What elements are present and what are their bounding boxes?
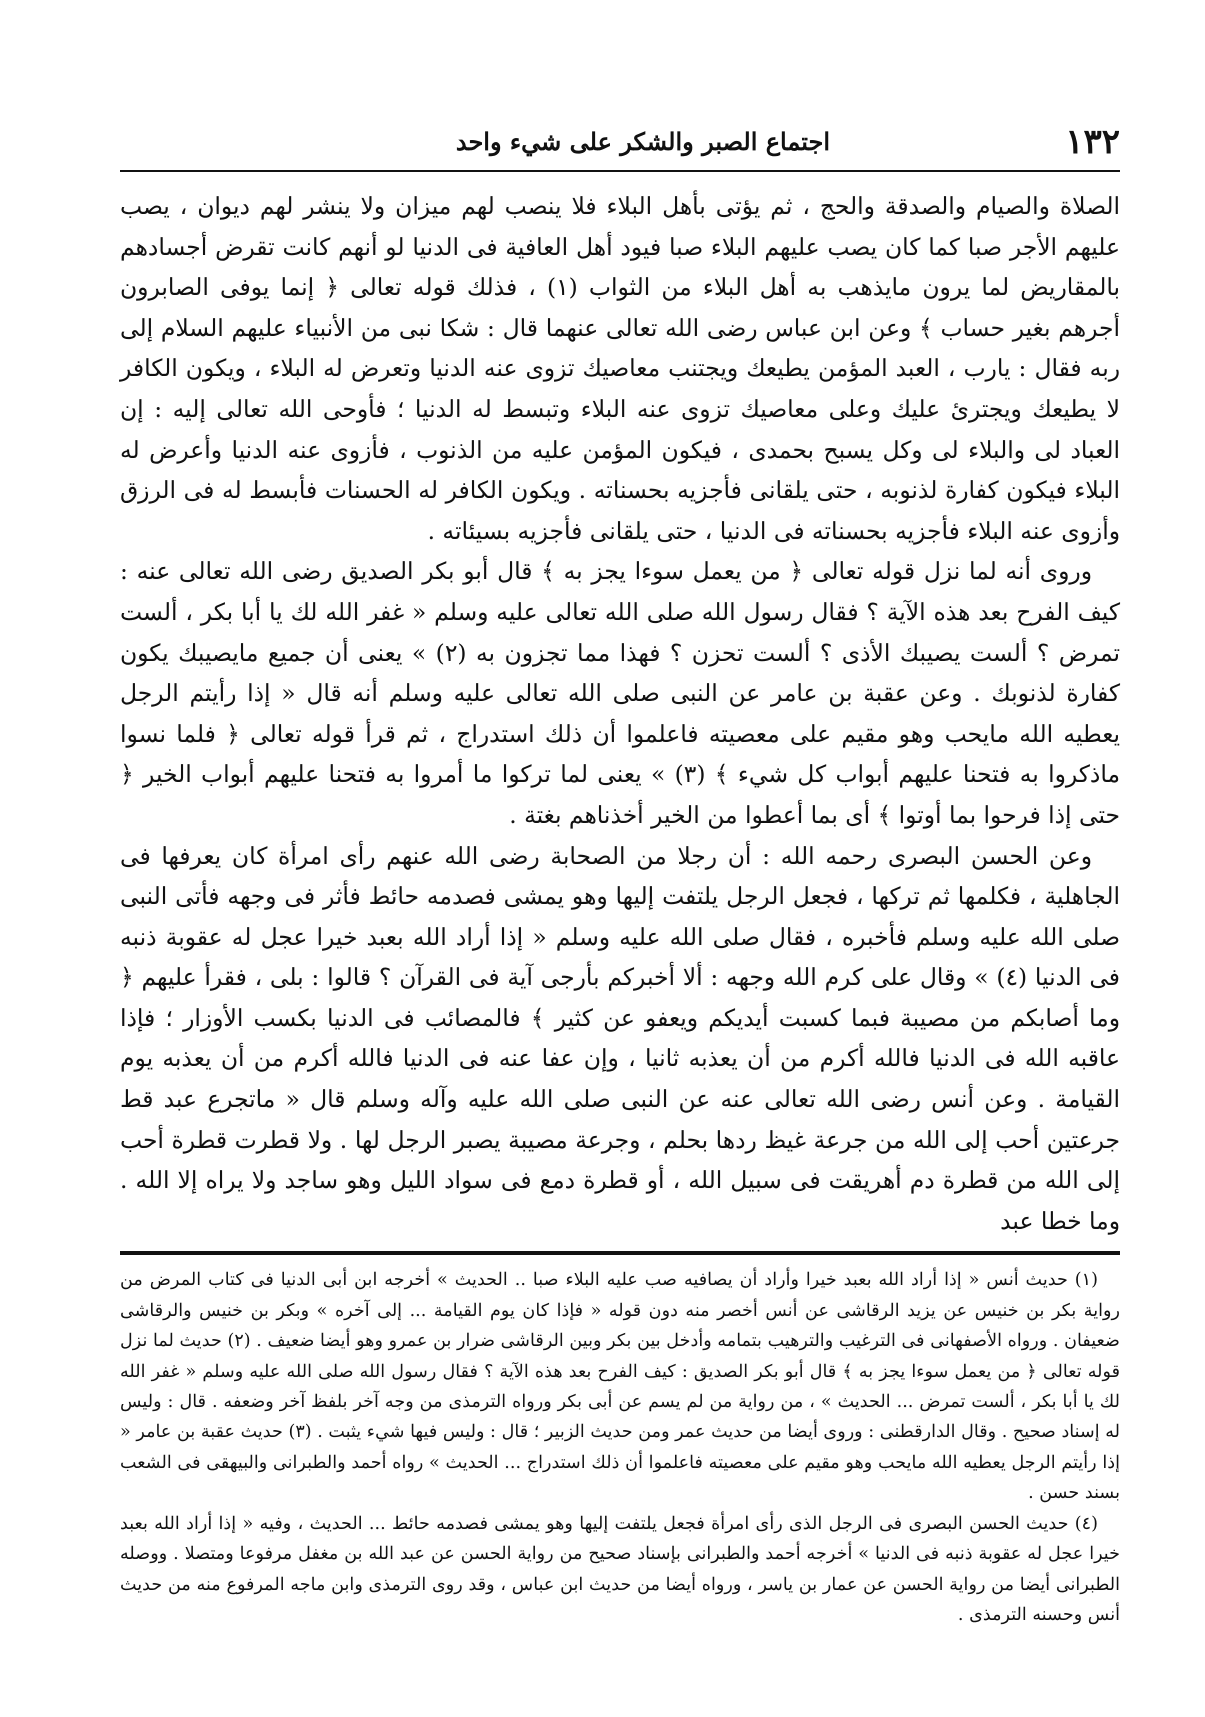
paragraph: وعن الحسن البصرى رحمه الله : أن رجلا من الصحابة رضى الله عنهم رأى امرأة كان يعرفها فى الجاهلية ، فكلمها ثم تركها ، فجعل الرجل يلتفت إليها وهو يمشى فصدمه حائط فأثر فى وجهه فأتى النبى صلى الله عليه وسلم فأخبره ، فقال صلى الله عليه وسلم « إذا أراد الله بعبد خيرا عجل له عقوبة ذنبه فى الدنيا (٤) » وقال على كرم الله وجهه : ألا أخبركم بأرجى آية فى القرآن ؟ قالوا : بلى ، فقرأ عليهم ﴿ وما أصابكم من مصيبة فبما كسبت أيديكم ويعفو عن كثير ﴾ فالمصائب فى الدنيا بكسب الأوزار ؛ فإذا عاقبه الله فى الدنيا فالله أكرم من أن يعذبه ثانيا ، وإن عفا عنه فى الدنيا فالله أكرم من أن يعذبه يوم القيامة . وعن أنس رضى الله تعالى عنه عن النبى صلى الله عليه وآله وسلم قال « ماتجرع عبد قط جرعتين أحب إلى الله من جرعة غيظ ردها بحلم ، وجرعة مصيبة يصبر الرجل لها . ولا قطرت قطرة أحب إلى الله من قطرة دم أهريقت فى سبيل الله ، أو قطرة دمع فى سواد الليل وهو ساجد ولا يراه إلا الله . وما خطا عبد — [120, 841, 1120, 1235]
footnote-separator — [120, 1251, 1120, 1255]
main-text — [120, 186, 1120, 1241]
paragraph: الصلاة والصيام والصدقة والحج ، ثم يؤتى بأهل البلاء فلا ينصب لهم ميزان ولا ينشر لهم ديوان ، يصب عليهم الأجر صبا كما كان يصب عليهم البلاء صبا فيود أهل العافية فى الدنيا لو أنهم كانت تقرض أجسادهم بالمقاريض لما يرون مايذهب به أهل البلاء من الثواب (١) ، فذلك قوله تعالى ﴿ إنما يوفى الصابرون أجرهم بغير حساب ﴾ وعن ابن عباس رضى الله تعالى عنهما قال : شكا نبى من الأنبياء عليهم السلام إلى ربه فقال : يارب ، العبد المؤمن يطيعك ويجتنب معاصيك تزوى عنه الدنيا وتعرض له البلاء ، ويكون الكافر لا يطيعك ويجترئ عليك وعلى معاصيك تزوى عنه البلاء وتبسط له الدنيا ؛ فأوحى الله تعالى إليه : إن العباد لى والبلاء لى وكل يسبح بحمدى ، فيكون المؤمن عليه من الذنوب ، فأزوى عنه الدنيا وأعرض له البلاء فيكون كفارة لذنوبه ، حتى يلقانى فأجزيه بحسناته . ويكون الكافر له الحسنات فأبسط له فى الرزق وأزوى عنه البلاء فأجزيه بحسناته فى الدنيا ، حتى يلقانى فأجزيه بسيئاته . — [120, 192, 1120, 545]
footnote: (٤) حديث الحسن البصرى فى الرجل الذى رأى امرأة فجعل يلتفت إليها وهو يمشى فصدمه حائط ... الحديث ، وفيه « إذا أراد الله بعبد خيرا عجل له عقوبة ذنبه فى الدنيا » أخرجه أحمد والطبرانى بإسناد صحيح من رواية الحسن عن عبد الله بن مغفل مرفوعا ومتصلا . ووصله الطبرانى أيضا من رواية الحسن عن عمار بن ياسر ، ورواه أيضا من حديث ابن عباس ، وقد روى الترمذى وابن ماجه المرفوع منه من حديث أنس وحسنه الترمذى . — [120, 1513, 1120, 1625]
page-header — [120, 118, 1120, 172]
paragraph: وروى أنه لما نزل قوله تعالى ﴿ من يعمل سوءا يجز به ﴾ قال أبو بكر الصديق رضى الله تعالى عنه : كيف الفرح بعد هذه الآية ؟ فقال رسول الله صلى الله تعالى عليه وسلم « غفر الله لك يا أبا بكر ، ألست تمرض ؟ ألست يصيبك الأذى ؟ ألست تحزن ؟ فهذا مما تجزون به (٢) » يعنى أن جميع مايصيبك يكون كفارة لذنوبك . وعن عقبة بن عامر عن النبى صلى الله تعالى عليه وسلم أنه قال « إذا رأيتم الرجل يعطيه الله مايحب وهو مقيم على معصيته فاعلموا أن ذلك استدراج ، ثم قرأ قوله تعالى ﴿ فلما نسوا ماذكروا به فتحنا عليهم أبواب كل شيء ﴾ (٣) » يعنى لما تركوا ما أمروا به فتحنا عليهم أبواب الخير ﴿ حتى إذا فرحوا بما أوتوا ﴾ أى بما أعطوا من الخير أخذناهم بغتة . — [120, 557, 1120, 829]
footnote: (١) حديث أنس « إذا أراد الله بعبد خيرا وأراد أن يصافيه صب عليه البلاء صبا .. الحديث » أخرجه ابن أبى الدنيا فى كتاب المرض من رواية بكر بن خنيس عن يزيد الرقاشى عن أنس أخصر منه دون قوله « فإذا كان يوم القيامة ... إلى آخره » وبكر بن خنيس والرقاشى ضعيفان . ورواه الأصفهانى فى الترغيب والترهيب بتمامه وأدخل بين بكر وبين الرقاشى ضرار بن عمرو وهو أيضا ضعيف . (٢) حديث لما نزل قوله تعالى ﴿ من يعمل سوءا يجز به ﴾ قال أبو بكر الصديق : كيف الفرح بعد هذه الآية ؟ فقال رسول الله صلى الله عليه وسلم « غفر الله لك يا أبا بكر ، ألست تمرض ... الحديث » ، من رواية من لم يسم عن أبى بكر ورواه الترمذى من وجه آخر بلفظ آخر وضعفه . قال : وليس له إسناد صحيح . وقال الدارقطنى : وروى أيضا من حديث عمر ومن حديث الزبير ؛ قال : وليس فيها شيء يثبت . (٣) حديث عقبة بن عامر « إذا رأيتم الرجل يعطيه الله مايحب وهو مقيم على معصيته فاعلموا أن ذلك استدراج ... الحديث » رواه أحمد والطبرانى والبيهقى فى الشعب بسند حسن . — [120, 1270, 1120, 1504]
footnotes — [120, 1265, 1120, 1630]
book-page — [120, 118, 1120, 1678]
page-number: ١٣٢ — [1065, 122, 1120, 162]
running-head-title: اجتماع الصبر والشكر على شيء واحد — [455, 127, 830, 156]
